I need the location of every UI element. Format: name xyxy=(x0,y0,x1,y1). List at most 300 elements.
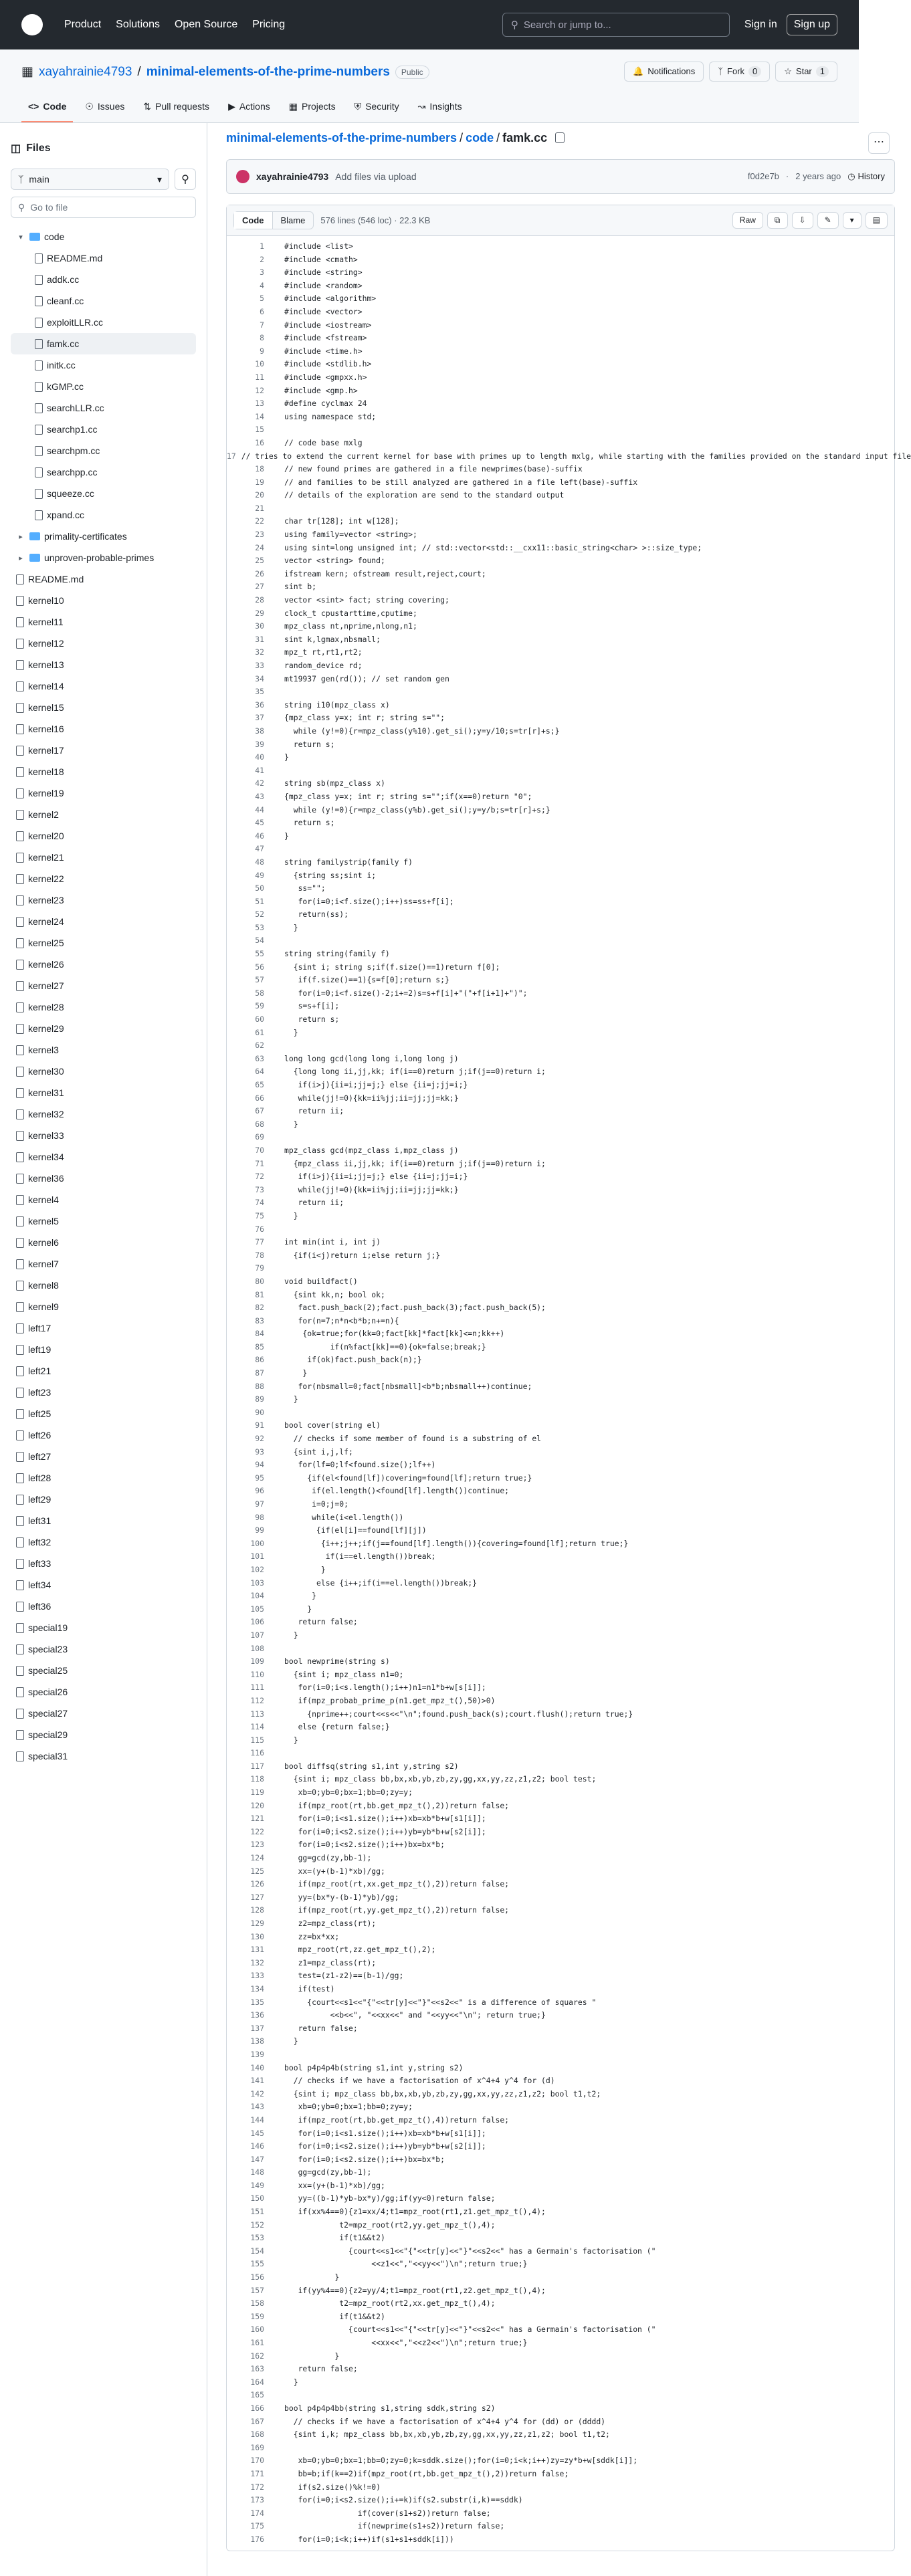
line-number[interactable]: 106 xyxy=(250,1617,264,1627)
line-number[interactable]: 48 xyxy=(255,857,264,867)
tree-file[interactable] xyxy=(11,1018,196,1039)
go-to-file-input[interactable] xyxy=(11,197,196,218)
avatar[interactable] xyxy=(236,170,249,183)
line-number[interactable]: 134 xyxy=(250,1983,264,1994)
line-number[interactable]: 115 xyxy=(250,1735,264,1745)
line-number[interactable]: 11 xyxy=(255,372,264,382)
tree-item-label: kernel16 xyxy=(28,724,64,734)
tree-file[interactable] xyxy=(11,633,196,654)
tree-file[interactable] xyxy=(11,333,196,354)
line-number[interactable]: 151 xyxy=(250,2207,264,2217)
line-number[interactable]: 128 xyxy=(250,1905,264,1915)
sidebar-collapse-icon[interactable]: ◫ xyxy=(11,143,21,154)
chevron-right-icon: ▸ xyxy=(19,554,23,562)
code-view-tab[interactable]: Code xyxy=(234,212,273,229)
tree-file[interactable] xyxy=(11,1360,196,1382)
line-number[interactable]: 102 xyxy=(250,1564,264,1574)
line-number[interactable]: 158 xyxy=(250,2298,264,2309)
line-number[interactable]: 26 xyxy=(255,568,264,578)
line-number[interactable]: 8 xyxy=(260,333,264,343)
line-number[interactable]: 166 xyxy=(250,2403,264,2413)
line-number[interactable]: 171 xyxy=(250,2468,264,2478)
line-number[interactable]: 143 xyxy=(250,2102,264,2112)
tree-folder[interactable] xyxy=(11,547,196,568)
line-number[interactable]: 97 xyxy=(255,1499,264,1509)
line-number[interactable]: 49 xyxy=(255,870,264,880)
line-number[interactable]: 122 xyxy=(250,1826,264,1836)
line-number[interactable]: 73 xyxy=(255,1184,264,1194)
line-number[interactable]: 137 xyxy=(250,2023,264,2033)
tab-code[interactable] xyxy=(21,94,73,122)
commit-author[interactable]: xayahrainie4793 xyxy=(256,171,329,182)
tree-file[interactable] xyxy=(11,847,196,868)
commit-hash[interactable]: f0d2e7b xyxy=(747,171,779,181)
nav-solutions[interactable]: Solutions xyxy=(116,19,160,30)
tree-file[interactable] xyxy=(11,697,196,718)
tree-file[interactable] xyxy=(11,1253,196,1275)
tree-file[interactable] xyxy=(11,376,196,397)
line-number[interactable]: 27 xyxy=(255,582,264,592)
line-number[interactable]: 34 xyxy=(255,673,264,683)
nav-product[interactable]: Product xyxy=(64,19,102,30)
tree-file[interactable] xyxy=(11,932,196,954)
edit-pencil-icon[interactable]: ✎ xyxy=(817,212,839,229)
header-search-input[interactable] xyxy=(502,13,730,37)
line-number[interactable]: 54 xyxy=(255,936,264,946)
line-content: using namespace std; xyxy=(284,411,377,421)
line-number[interactable]: 16 xyxy=(255,437,264,447)
tree-file[interactable] xyxy=(11,247,196,269)
line-number[interactable]: 30 xyxy=(255,621,264,631)
line-number[interactable]: 172 xyxy=(250,2482,264,2492)
breadcrumb-repo-link[interactable]: minimal-elements-of-the-prime-numbers xyxy=(226,130,458,144)
tree-file[interactable] xyxy=(11,611,196,633)
tree-file[interactable] xyxy=(11,1061,196,1082)
tree-file[interactable] xyxy=(11,590,196,611)
line-number[interactable]: 77 xyxy=(255,1237,264,1247)
tree-file[interactable] xyxy=(11,440,196,461)
line-number[interactable]: 74 xyxy=(255,1198,264,1208)
branch-selector[interactable] xyxy=(11,169,169,190)
copy-path-icon[interactable] xyxy=(555,132,565,143)
line-number[interactable]: 165 xyxy=(250,2390,264,2400)
line-number[interactable]: 109 xyxy=(250,1656,264,1667)
line-number[interactable]: 150 xyxy=(250,2193,264,2204)
line-number[interactable]: 147 xyxy=(250,2154,264,2164)
code-line xyxy=(227,2284,894,2298)
line-number[interactable]: 152 xyxy=(250,2220,264,2230)
line-number[interactable]: 2 xyxy=(260,254,264,264)
tree-file[interactable] xyxy=(11,1467,196,1489)
line-number[interactable]: 39 xyxy=(255,739,264,749)
tree-file[interactable] xyxy=(11,954,196,975)
tree-file[interactable] xyxy=(11,1596,196,1617)
fork-label: Fork xyxy=(727,66,745,76)
line-number[interactable]: 114 xyxy=(250,1722,264,1732)
line-number[interactable]: 80 xyxy=(255,1276,264,1286)
line-number[interactable]: 15 xyxy=(255,425,264,435)
line-number[interactable]: 112 xyxy=(250,1695,264,1705)
line-number[interactable]: 108 xyxy=(250,1643,264,1653)
line-number[interactable]: 85 xyxy=(255,1341,264,1352)
symbols-panel-icon[interactable]: ▤ xyxy=(866,212,888,229)
line-number[interactable]: 28 xyxy=(255,595,264,605)
tree-file[interactable] xyxy=(11,1189,196,1210)
line-number[interactable]: 18 xyxy=(255,464,264,474)
line-number[interactable]: 120 xyxy=(250,1800,264,1810)
line-number[interactable]: 60 xyxy=(255,1014,264,1025)
tree-file[interactable] xyxy=(11,1039,196,1061)
sign-in-link[interactable]: Sign in xyxy=(744,19,777,30)
line-number[interactable]: 3 xyxy=(260,267,264,278)
tree-file[interactable] xyxy=(11,1574,196,1596)
tree-file[interactable] xyxy=(11,269,196,290)
line-number[interactable]: 135 xyxy=(250,1997,264,2007)
line-number[interactable]: 68 xyxy=(255,1119,264,1129)
line-number[interactable]: 119 xyxy=(250,1788,264,1798)
tree-file[interactable] xyxy=(11,1403,196,1424)
more-options-button[interactable]: ⋯ xyxy=(868,132,890,154)
line-number[interactable]: 71 xyxy=(255,1158,264,1168)
commit-message[interactable]: Add files via upload xyxy=(335,171,417,182)
line-number[interactable]: 94 xyxy=(255,1460,264,1470)
line-number[interactable]: 78 xyxy=(255,1250,264,1260)
line-number[interactable]: 19 xyxy=(255,477,264,487)
line-number[interactable]: 14 xyxy=(255,411,264,421)
line-number[interactable]: 113 xyxy=(250,1709,264,1719)
line-number[interactable]: 56 xyxy=(255,962,264,972)
tab-pull-requests[interactable] xyxy=(136,94,216,122)
line-number[interactable]: 131 xyxy=(250,1945,264,1955)
line-number[interactable]: 170 xyxy=(250,2456,264,2466)
tree-file[interactable] xyxy=(11,483,196,504)
line-number[interactable]: 162 xyxy=(250,2351,264,2361)
tree-file[interactable] xyxy=(11,804,196,825)
tree-file[interactable] xyxy=(11,1489,196,1510)
line-number[interactable]: 149 xyxy=(250,2180,264,2190)
tree-file[interactable] xyxy=(11,1210,196,1232)
download-icon[interactable]: ⇩ xyxy=(792,212,813,229)
line-number[interactable]: 72 xyxy=(255,1172,264,1182)
line-number[interactable]: 155 xyxy=(250,2259,264,2269)
line-number[interactable]: 12 xyxy=(255,385,264,395)
line-number[interactable]: 116 xyxy=(250,1748,264,1758)
tree-file[interactable] xyxy=(11,868,196,889)
line-number[interactable]: 29 xyxy=(255,608,264,618)
line-number[interactable]: 67 xyxy=(255,1106,264,1116)
tree-file[interactable] xyxy=(11,911,196,932)
raw-button[interactable]: Raw xyxy=(732,212,763,229)
line-number[interactable]: 148 xyxy=(250,2167,264,2177)
line-number[interactable]: 95 xyxy=(255,1473,264,1483)
line-number[interactable]: 20 xyxy=(255,490,264,500)
line-number[interactable]: 146 xyxy=(250,2141,264,2151)
tree-file[interactable] xyxy=(11,1125,196,1146)
line-number[interactable]: 1 xyxy=(260,241,264,251)
line-number[interactable]: 81 xyxy=(255,1289,264,1299)
line-number[interactable]: 139 xyxy=(250,2049,264,2059)
tree-file[interactable] xyxy=(11,1424,196,1446)
line-number[interactable]: 96 xyxy=(255,1486,264,1496)
tree-file[interactable] xyxy=(11,1681,196,1703)
tree-file[interactable] xyxy=(11,718,196,740)
line-number[interactable]: 36 xyxy=(255,700,264,710)
line-number[interactable]: 117 xyxy=(250,1761,264,1771)
line-number[interactable]: 100 xyxy=(250,1538,264,1548)
line-number[interactable]: 103 xyxy=(250,1578,264,1588)
line-number[interactable]: 51 xyxy=(255,896,264,906)
tree-file[interactable] xyxy=(11,1168,196,1189)
line-number[interactable]: 17 xyxy=(227,451,236,461)
nav-pricing[interactable]: Pricing xyxy=(252,19,286,30)
tree-file[interactable] xyxy=(11,1531,196,1553)
line-number[interactable]: 125 xyxy=(250,1866,264,1876)
line-number[interactable]: 4 xyxy=(260,280,264,290)
line-number[interactable]: 90 xyxy=(255,1407,264,1417)
line-number[interactable]: 161 xyxy=(250,2338,264,2347)
repo-owner-link[interactable]: xayahrainie4793 xyxy=(38,64,132,79)
line-number[interactable]: 82 xyxy=(255,1303,264,1313)
tree-file[interactable] xyxy=(11,1703,196,1724)
tree-file[interactable] xyxy=(11,419,196,440)
line-number[interactable]: 84 xyxy=(255,1329,264,1339)
line-number[interactable]: 169 xyxy=(250,2442,264,2452)
line-number[interactable]: 89 xyxy=(255,1394,264,1404)
tree-file[interactable] xyxy=(11,1745,196,1767)
tree-file[interactable] xyxy=(11,1339,196,1360)
line-number[interactable]: 99 xyxy=(255,1525,264,1535)
line-number[interactable]: 79 xyxy=(255,1263,264,1273)
line-number[interactable]: 40 xyxy=(255,752,264,762)
tree-file[interactable] xyxy=(11,1510,196,1531)
line-number[interactable]: 57 xyxy=(255,975,264,985)
tree-file[interactable] xyxy=(11,675,196,697)
line-number[interactable]: 92 xyxy=(255,1434,264,1444)
line-number[interactable]: 93 xyxy=(255,1446,264,1457)
tree-file[interactable] xyxy=(11,975,196,996)
tree-file[interactable] xyxy=(11,1382,196,1403)
line-number[interactable]: 141 xyxy=(250,2076,264,2086)
line-number[interactable]: 31 xyxy=(255,634,264,644)
line-number[interactable]: 65 xyxy=(255,1080,264,1089)
line-number[interactable]: 104 xyxy=(250,1591,264,1601)
breadcrumb-folder-link[interactable]: code xyxy=(466,130,494,144)
line-number[interactable]: 88 xyxy=(255,1381,264,1391)
line-number[interactable]: 22 xyxy=(255,516,264,526)
line-number[interactable]: 133 xyxy=(250,1971,264,1981)
line-number[interactable]: 58 xyxy=(255,988,264,998)
line-number[interactable]: 163 xyxy=(250,2364,264,2374)
tree-file[interactable] xyxy=(11,1617,196,1638)
line-number[interactable]: 64 xyxy=(255,1067,264,1077)
line-number[interactable]: 140 xyxy=(250,2062,264,2072)
line-number[interactable]: 154 xyxy=(250,2246,264,2256)
tree-file[interactable] xyxy=(11,354,196,376)
line-number[interactable]: 142 xyxy=(250,2088,264,2099)
line-number[interactable]: 136 xyxy=(250,2010,264,2020)
tree-file[interactable] xyxy=(11,1103,196,1125)
line-number[interactable]: 44 xyxy=(255,804,264,815)
tree-file[interactable] xyxy=(11,996,196,1018)
line-number[interactable]: 53 xyxy=(255,922,264,932)
line-number[interactable]: 35 xyxy=(255,687,264,697)
tree-item-label: searchLLR.cc xyxy=(47,403,104,413)
line-number[interactable]: 76 xyxy=(255,1224,264,1234)
tree-file[interactable] xyxy=(11,1146,196,1168)
line-number[interactable]: 83 xyxy=(255,1315,264,1325)
line-number[interactable]: 6 xyxy=(260,306,264,316)
tab-security[interactable] xyxy=(348,94,406,122)
line-number[interactable]: 87 xyxy=(255,1368,264,1378)
line-number[interactable]: 45 xyxy=(255,818,264,828)
line-number[interactable]: 55 xyxy=(255,949,264,959)
tree-file[interactable] xyxy=(11,290,196,312)
tree-file[interactable] xyxy=(11,825,196,847)
tab-actions[interactable] xyxy=(221,94,277,122)
line-number[interactable]: 86 xyxy=(255,1355,264,1365)
tree-file[interactable] xyxy=(11,761,196,782)
line-number[interactable]: 52 xyxy=(255,909,264,920)
edit-dropdown-icon[interactable]: ▾ xyxy=(843,212,862,229)
tree-file[interactable] xyxy=(11,312,196,333)
line-number[interactable]: 175 xyxy=(250,2521,264,2531)
line-number[interactable]: 105 xyxy=(250,1604,264,1614)
line-number[interactable]: 101 xyxy=(250,1551,264,1562)
tab-projects[interactable] xyxy=(282,94,342,122)
line-number[interactable]: 126 xyxy=(250,1879,264,1889)
line-number[interactable]: 63 xyxy=(255,1053,264,1063)
code-line xyxy=(227,2454,894,2468)
line-number[interactable]: 111 xyxy=(250,1683,264,1693)
line-number[interactable]: 75 xyxy=(255,1210,264,1220)
tree-file[interactable] xyxy=(11,1638,196,1660)
code-line xyxy=(227,790,894,804)
sign-up-button[interactable]: Sign up xyxy=(787,14,837,35)
tree-file[interactable] xyxy=(11,782,196,804)
line-number[interactable]: 5 xyxy=(260,294,264,304)
line-number[interactable]: 23 xyxy=(255,530,264,540)
tree-folder[interactable] xyxy=(11,526,196,547)
tree-file[interactable] xyxy=(11,1317,196,1339)
tree-file[interactable] xyxy=(11,740,196,761)
line-number[interactable]: 164 xyxy=(250,2377,264,2387)
line-number[interactable]: 159 xyxy=(250,2311,264,2321)
tree-file[interactable] xyxy=(11,1660,196,1681)
line-number[interactable]: 24 xyxy=(255,542,264,552)
line-number[interactable]: 160 xyxy=(250,2325,264,2335)
line-number[interactable]: 32 xyxy=(255,647,264,657)
line-number[interactable]: 174 xyxy=(250,2508,264,2518)
line-number[interactable]: 66 xyxy=(255,1093,264,1103)
line-number[interactable]: 168 xyxy=(250,2430,264,2440)
tree-folder[interactable] xyxy=(11,226,196,247)
tree-file[interactable] xyxy=(11,568,196,590)
line-number[interactable]: 130 xyxy=(250,1931,264,1941)
line-number[interactable]: 47 xyxy=(255,844,264,854)
line-number[interactable]: 13 xyxy=(255,399,264,409)
code-view[interactable] xyxy=(227,236,911,2551)
line-number[interactable]: 91 xyxy=(255,1420,264,1430)
github-logo-icon[interactable] xyxy=(21,14,43,35)
nav-open-source[interactable]: Open Source xyxy=(174,19,238,30)
line-number[interactable]: 167 xyxy=(250,2416,264,2426)
line-number[interactable]: 121 xyxy=(250,1814,264,1824)
line-number[interactable]: 129 xyxy=(250,1919,264,1928)
line-number[interactable]: 10 xyxy=(255,359,264,369)
line-number[interactable]: 124 xyxy=(250,1853,264,1863)
line-number[interactable]: 118 xyxy=(250,1774,264,1784)
file-icon xyxy=(16,1195,24,1205)
line-number[interactable]: 59 xyxy=(255,1001,264,1011)
line-number[interactable]: 173 xyxy=(250,2495,264,2505)
tree-file[interactable] xyxy=(11,1724,196,1745)
line-number[interactable]: 98 xyxy=(255,1512,264,1522)
line-number[interactable]: 127 xyxy=(250,1892,264,1902)
history-button[interactable] xyxy=(847,171,885,182)
line-number[interactable]: 69 xyxy=(255,1132,264,1142)
line-number[interactable]: 25 xyxy=(255,556,264,566)
line-number[interactable]: 62 xyxy=(255,1041,264,1051)
line-number[interactable]: 138 xyxy=(250,2036,264,2046)
tree-file[interactable] xyxy=(11,1275,196,1296)
tree-file[interactable] xyxy=(11,397,196,419)
line-number[interactable]: 38 xyxy=(255,726,264,736)
line-number[interactable]: 153 xyxy=(250,2233,264,2243)
line-number[interactable]: 46 xyxy=(255,831,264,841)
line-number[interactable]: 70 xyxy=(255,1145,264,1155)
tree-file[interactable] xyxy=(11,1553,196,1574)
tree-file[interactable] xyxy=(11,1446,196,1467)
line-number[interactable]: 9 xyxy=(260,346,264,356)
blame-view-tab[interactable]: Blame xyxy=(280,215,306,225)
tree-file[interactable] xyxy=(11,461,196,483)
tree-file[interactable] xyxy=(11,1082,196,1103)
tab-issues[interactable] xyxy=(78,94,131,122)
line-number[interactable]: 107 xyxy=(250,1630,264,1640)
tree-file[interactable] xyxy=(11,1296,196,1317)
copy-icon[interactable]: ⧉ xyxy=(767,212,788,229)
line-number[interactable]: 41 xyxy=(255,765,264,775)
line-number[interactable]: 110 xyxy=(250,1669,264,1679)
line-number[interactable]: 37 xyxy=(255,713,264,723)
line-number[interactable]: 42 xyxy=(255,778,264,788)
line-number[interactable]: 21 xyxy=(255,503,264,513)
line-number[interactable]: 123 xyxy=(250,1840,264,1850)
line-number[interactable]: 157 xyxy=(250,2285,264,2295)
tree-file[interactable] xyxy=(11,654,196,675)
line-number[interactable]: 33 xyxy=(255,661,264,670)
tree-file[interactable] xyxy=(11,889,196,911)
fold-icon xyxy=(270,2442,284,2455)
tree-file[interactable] xyxy=(11,1232,196,1253)
tree-file[interactable] xyxy=(11,504,196,526)
repo-name-link[interactable]: minimal-elements-of-the-prime-numbers xyxy=(146,64,390,79)
tab-insights[interactable] xyxy=(411,94,469,122)
notifications-button[interactable] xyxy=(624,62,704,82)
line-number[interactable]: 176 xyxy=(250,2534,264,2544)
line-number[interactable]: 61 xyxy=(255,1027,264,1037)
line-number[interactable]: 7 xyxy=(260,320,264,330)
line-number[interactable]: 145 xyxy=(250,2128,264,2138)
line-number[interactable]: 43 xyxy=(255,791,264,801)
star-button[interactable] xyxy=(775,62,837,82)
line-number[interactable]: 50 xyxy=(255,883,264,893)
search-files-button[interactable] xyxy=(175,169,196,190)
line-number[interactable]: 132 xyxy=(250,1957,264,1967)
line-number[interactable]: 156 xyxy=(250,2272,264,2282)
line-number[interactable]: 144 xyxy=(250,2115,264,2125)
fork-button[interactable] xyxy=(709,62,770,82)
